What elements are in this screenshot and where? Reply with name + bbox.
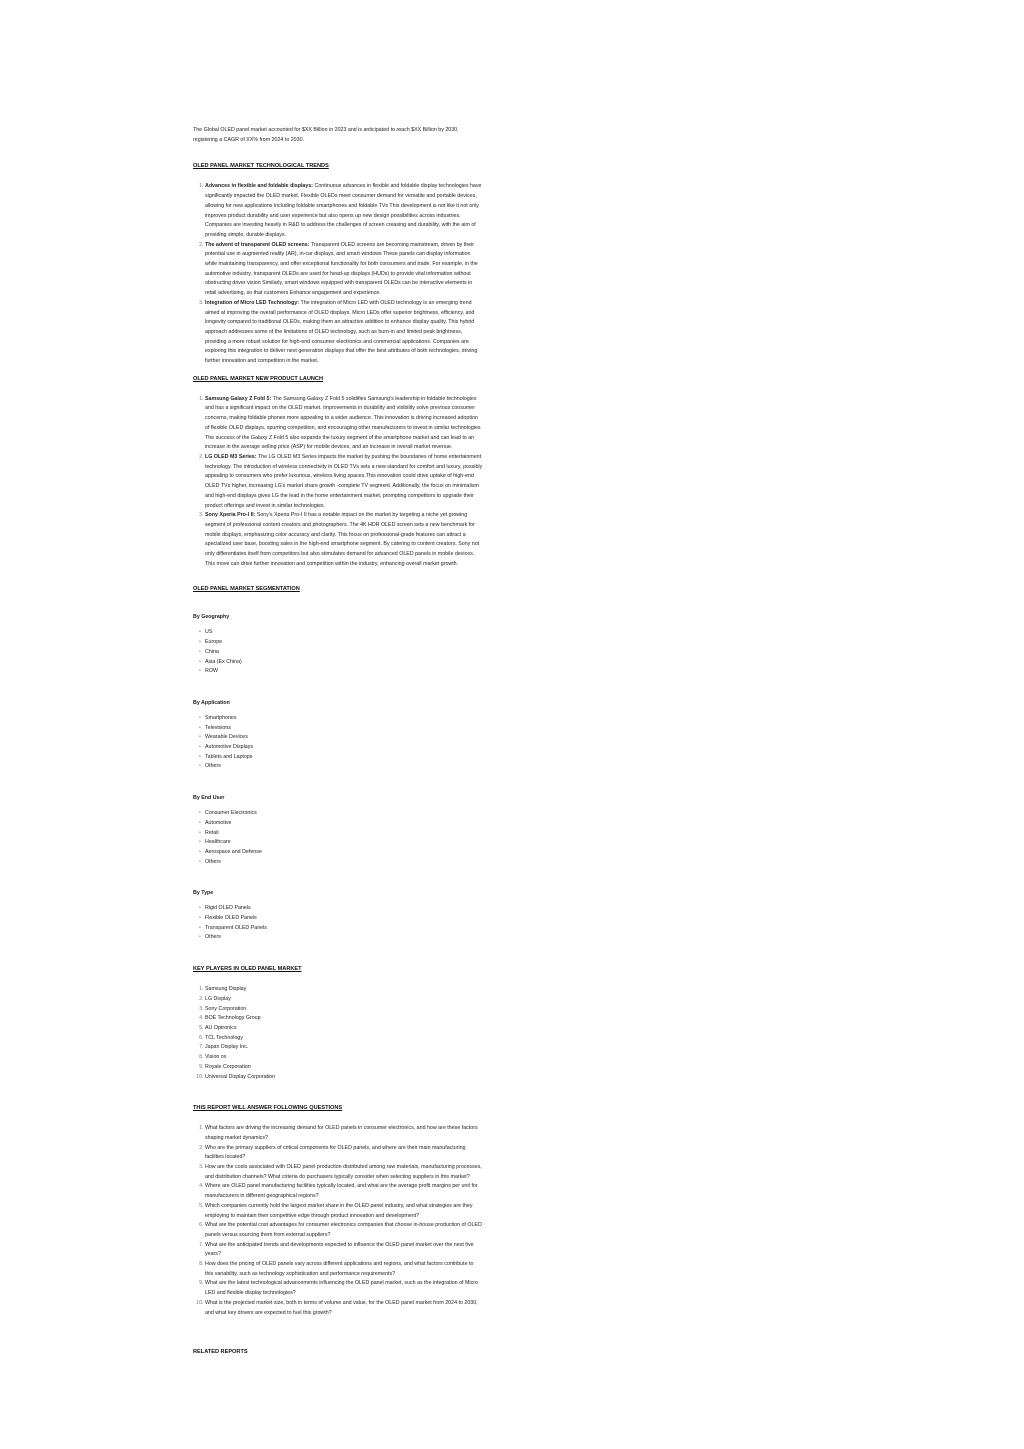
list-item: 8. How does the pricing of OLED panels vary across different applications and regions, and what factors contribute to this variability, such as technology sophistication and performance requirements?: [205, 1260, 483, 1279]
questions-heading: THIS REPORT WILL ANSWER FOLLOWING QUESTIONS: [193, 1105, 343, 1112]
list-item: [205, 182, 483, 240]
item-text: Sony's Xperia Pro-I II has a notable impact on the market by targeting a niche yet growing segment of professional content creators and photographers. The 4K HDR OLED screen sets a new benchmark for mobile displays, emphasizing color accuracy and clarity. This focus on professional-grade features can attract a specialized user base, boosting sales in the high-end smartphone segment. By catering to content creators, Sony not only differentiates itself from competitors but also stimulates demand for advanced OLED panels in mobile devices. This move can drive further innovation and competition within the industry, enhancing overall market growth.: [205, 512, 480, 567]
item-title: LG OLED M3 Series:: [205, 453, 257, 460]
list-item: 7. Japan Display Inc.: [205, 1043, 483, 1053]
item-text: Transparent OLED screens are becoming mainstream, driven by their potential use in augmented reality (AR), in-car displays, and smart windows These panels can display information while maintaining transparency, and offer exceptional functionality for both consumers and trade. For example, in the automotive industry, transparent OLEDs are used for head-up displays (HUDs) to provide vital information without obstructing driver vision Similarly, smart windows equipped with transparent OLEDs can be interactive elements in retail advertising, so that customers Enhance engagement and experience.: [205, 241, 478, 297]
item-title: Integration of Micro LED Technology:: [205, 299, 300, 306]
item-title: Sony Xperia Pro-I II:: [205, 512, 256, 519]
item-text: Continuous advances in flexible and foldable display technologies have significantly impacted the OLED market. Flexible OLEDs meet consumer demand for versatile and portable devices, allowing for new applications including foldable smartphones and foldable TVs This development is not like it not only improves product durability and user experience but also opens up new design possibilities across industries. Companies are investing heavily in R&D to address the challenges of screen creasing and durability, with the aim of providing simple, durable displays.: [205, 183, 482, 238]
item-title: The advent of transparent OLED screens:: [205, 241, 310, 248]
item-title: Samsung Galaxy Z Fold 5:: [205, 395, 272, 402]
list-item: 1. What factors are driving the increasing demand for OLED panels in consumer electronics, and how are these factors shaping market dynamics?: [205, 1124, 483, 1143]
list-item: [205, 241, 483, 299]
list-item: 4. BOE Technology Group: [205, 1014, 483, 1024]
list-item: • Flexible OLED Panels: [205, 914, 483, 924]
item-text: The LG OLED M3 Series impacts the market by pushing the boundaries of home entertainment technology. The introduction of wireless connectivity in OLED TVs sets a new standard for comfort and luxury, possibly appealing to consumers who prefer luxurious, wireless living spaces.This innovation could drive uptake of high-end OLED TVs higher, increasing LG's market share growth -complete TV segment. Additionally, the focus on minimalism and high-end displays gives LG the lead in the home entertainment market, prompting competitors to upgrade their product offerings and invest in similar technologies.: [205, 453, 483, 509]
list-item: 4. Where are OLED panel manufacturing facilities typically located, and what are the average profit margins per unit for manufacturers in different geographical regions?: [205, 1182, 483, 1201]
trends-list: [193, 182, 483, 366]
segment-title-end-user: By End User: [193, 795, 225, 802]
list-item: [205, 511, 483, 569]
list-item: 9. What are the latest technological advancements influencing the OLED panel market, such as the integration of Micro LED and flexible display technologies?: [205, 1279, 483, 1298]
related-reports-heading: RELATED REPORTS: [193, 1349, 248, 1356]
list-item: 10. Universal Display Corporation: [205, 1073, 483, 1083]
list-item: • Automotive Displays: [205, 743, 483, 753]
list-item: • Consumer Electronics: [205, 809, 483, 819]
list-item: • Smartphones: [205, 714, 483, 724]
players-list: [193, 985, 483, 1082]
questions-list: [193, 1124, 483, 1318]
item-text: The integration of Micro LED with OLED technology is an emerging trend aimed at improving the overall performance of OLED displays. Micro LEDs offer superior brightness, efficiency, and longevity compared to traditional OLEDs, making them an attractive addition to enhance display quality. This hybrid approach addresses some of the limitations of OLED technology, such as burn-in and limited peak brightness, providing a more robust solution for high-end consumer electronics and commercial applications. Companies are exploring this integration to deliver next generation displays that offer the best attributes of both technologies, driving further innovation and competition in the market.: [205, 299, 478, 365]
list-item: • Others: [205, 858, 483, 868]
list-item: [205, 299, 483, 367]
list-item: 3. How are the costs associated with OLED panel production distributed among raw materials, manufacturing processes, and distribution channels? What criteria do purchasers typically consider when selecting suppliers in this market?: [205, 1163, 483, 1182]
list-item: • China: [205, 648, 483, 658]
list-item: 1. Samsung Display: [205, 985, 483, 995]
trends-heading: OLED PANEL MARKET TECHNOLOGICAL TRENDS: [193, 163, 329, 170]
list-item: • US: [205, 628, 483, 638]
segment-title-application: By Application: [193, 699, 230, 706]
list-item: 6. What are the potential cost advantages for consumer electronics companies that choose in-house production of OLED panels versus sourcing them from external suppliers?: [205, 1221, 483, 1240]
segment-title-type: By Type: [193, 890, 214, 897]
list-item: 5. Which companies currently hold the largest market share in the OLED panel industry, and what strategies are they employing to maintain their competitive edge through product innovation and development?: [205, 1202, 483, 1221]
list-item: • Others: [205, 762, 483, 772]
segment-list-end-user: [193, 809, 483, 867]
report-body: [193, 126, 483, 1368]
list-item: 3. Sony Corporation: [205, 1005, 483, 1015]
list-item: • Healthcare: [205, 838, 483, 848]
list-item: • Tablets and Laptops: [205, 753, 483, 763]
launch-heading: OLED PANEL MARKET NEW PRODUCT LAUNCH: [193, 375, 323, 382]
list-item: [205, 453, 483, 511]
list-item: 10. What is the projected market size, both in terms of volume and value, for the OLED panel market from 2024 to 2030, and what key drivers are expected to fuel this growth?: [205, 1299, 483, 1318]
segment-list-geography: [193, 628, 483, 677]
segment-title-geography: By Geography: [193, 614, 230, 621]
item-text: The Samsung Galaxy Z Fold 5 solidifies Samsung's leadership in foldable technologies and has a significant impact on the OLED market. Improvements in durability and visibility solve previous consumer concerns, making foldable phones more appealing to a wider audience. This innovation is driving increased adoption of flexible OLED displays, spurring competition, and encouraging other manufacturers to invest in similar technologies The success of the Galaxy Z Fold 5 also expands the luxury segment of the smartphone market and can lead to an increase in the average selling price (ASP) for mobile devices, and an increase in overall market revenue.: [205, 395, 481, 451]
list-item: • Retail: [205, 829, 483, 839]
list-item: 8. Vision ox: [205, 1053, 483, 1063]
launch-list: [193, 395, 483, 570]
segment-list-application: [193, 714, 483, 772]
list-item: 7. What are the anticipated trends and developments expected to influence the OLED panel market over the next five years?: [205, 1241, 483, 1260]
list-item: [205, 395, 483, 453]
list-item: • Europe: [205, 638, 483, 648]
list-item: • Televisions: [205, 724, 483, 734]
segment-list-type: [193, 904, 483, 943]
list-item: • ROW: [205, 667, 483, 677]
list-item: 2. Who are the primary suppliers of critical components for OLED panels, and where are their main manufacturing facilities located?: [205, 1144, 483, 1163]
list-item: • Automotive: [205, 819, 483, 829]
list-item: 6. TCL Technology: [205, 1034, 483, 1044]
intro-paragraph: The Global OLED panel market accounted for $XX Billion in 2023 and is anticipated to reach $XX Billion by 2030, registering a CAGR of XX% from 2024 to 2030.: [193, 127, 459, 143]
list-item: • Wearable Devices: [205, 733, 483, 743]
list-item: • Asia (Ex China): [205, 658, 483, 668]
list-item: • Rigid OLED Panels: [205, 904, 483, 914]
list-item: • Aerospace and Defense: [205, 848, 483, 858]
list-item: • Others: [205, 933, 483, 943]
list-item: 9. Royale Corporation: [205, 1063, 483, 1073]
segmentation-heading: OLED PANEL MARKET SEGMENTATION: [193, 586, 300, 593]
list-item: 2. LG Display: [205, 995, 483, 1005]
item-title: Advances in flexible and foldable displays:: [205, 183, 314, 190]
list-item: 5. AU Optronics: [205, 1024, 483, 1034]
list-item: • Transparent OLED Panels: [205, 924, 483, 934]
players-heading: KEY PLAYERS IN OLED PANEL MARKET: [193, 966, 302, 973]
